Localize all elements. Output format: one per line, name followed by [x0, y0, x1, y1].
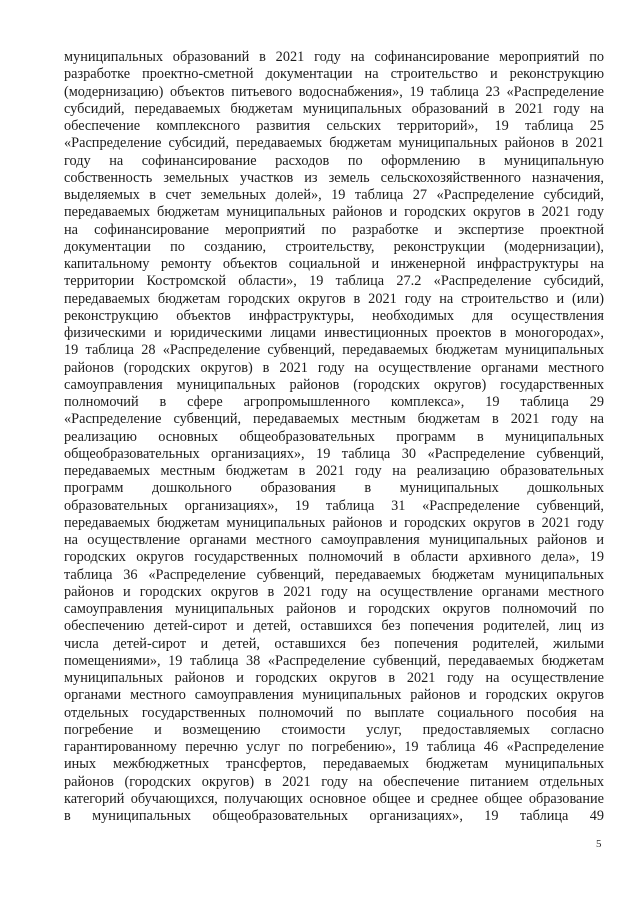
- text-line: самоуправления муниципальных районов (городских округов) государственных: [64, 376, 604, 393]
- body-text: [64, 49, 604, 825]
- text-line: муниципальных районов и городских округов в 2021 году на осуществление: [64, 670, 604, 686]
- text-line: разработке проектно-сметной документации на строительство и реконструкцию: [64, 66, 604, 83]
- text-line: на софинансирование мероприятий по разработке и экспертизе проектной: [64, 221, 604, 238]
- text-line: отдельных государственных полномочий по выплате социального пособия на: [64, 704, 604, 721]
- text-line: таблица 36 «Распределение субвенций, передаваемых бюджетам муниципальных: [64, 566, 604, 583]
- text-line: обеспечению детей-сирот и детей, оставшихся без попечения родителей, лиц из: [64, 618, 604, 635]
- text-line: собственность земельных участков из земель сельскохозяйственного назначения,: [64, 169, 604, 186]
- text-line: «Распределение субсидий, передаваемых бюджетам муниципальных районов в 2021: [64, 135, 604, 152]
- text-line: помещениями», 19 таблица 38 «Распределение субвенций, передаваемых бюджетам: [64, 652, 604, 669]
- text-line: образовательных организациях», 19 таблица 31 «Распределение субвенций,: [64, 497, 604, 514]
- text-line: «Распределение субвенций, передаваемых местным бюджетам в 2021 году на: [64, 411, 604, 428]
- text-line: территории Костромской области», 19 таблица 27.2 «Распределение субсидий,: [64, 273, 604, 290]
- text-line: самоуправления муниципальных районов и городских округов полномочий по: [64, 601, 604, 617]
- text-line: в муниципальных общеобразовательных организациях», 19 таблица 49: [64, 808, 604, 824]
- text-line: (модернизацию) объектов питьевого водоснабжения», 19 таблица 23 «Распределение: [64, 83, 604, 100]
- text-line: районов (городских округов) в 2021 году на обеспечение питанием отдельных: [64, 773, 604, 790]
- text-line: обеспечение комплексного развития сельских территорий», 19 таблица 25: [64, 118, 604, 134]
- text-line: передаваемых местным бюджетам в 2021 году на реализацию образовательных: [64, 463, 604, 479]
- text-line: выделяемых в счет земельных долей», 19 таблица 27 «Распределение субсидий,: [64, 187, 604, 203]
- text-line: погребение и возмещению стоимости услуг, предоставляемых согласно: [64, 721, 604, 738]
- text-line: гарантированному перечню услуг по погребению», 19 таблица 46 «Распределение: [64, 739, 604, 755]
- text-line: году на софинансирование расходов по оформлению в муниципальную: [64, 152, 604, 169]
- text-line: субсидий, передаваемых бюджетам муниципальных образований в 2021 году на: [64, 100, 604, 117]
- text-line: органами местного самоуправления муниципальных районов и городских округов: [64, 687, 604, 704]
- text-line: полномочий в сфере агропромышленного комплекса», 19 таблица 29: [64, 394, 604, 410]
- text-line: передаваемых бюджетам муниципальных районов и городских округов в 2021 году: [64, 514, 604, 531]
- text-line: реконструкцию объектов инфраструктуры, необходимых для осуществления: [64, 307, 604, 324]
- text-line: передаваемых бюджетам городских округов в 2021 году на строительство и (или): [64, 290, 604, 307]
- text-line: иных межбюджетных трансфертов, передаваемых бюджетам муниципальных: [64, 756, 604, 773]
- text-line: районов (городских округов) в 2021 году на осуществление органами местного: [64, 359, 604, 376]
- text-line: муниципальных образований в 2021 году на софинансирование мероприятий по: [64, 49, 604, 65]
- page-number: 5: [596, 838, 602, 850]
- text-line: на осуществление органами местного самоуправления муниципальных районов и: [64, 532, 604, 548]
- text-line: передаваемых бюджетам муниципальных районов и городских округов в 2021 году: [64, 204, 604, 221]
- text-line: 19 таблица 28 «Распределение субвенций, передаваемых бюджетам муниципальных: [64, 342, 604, 359]
- text-line: программ дошкольного образования в муниципальных дошкольных: [64, 480, 604, 497]
- text-line: капитальному ремонту объектов социальной и инженерной инфраструктуры на: [64, 256, 604, 272]
- text-line: документации по созданию, строительству, реконструкции (модернизации),: [64, 238, 604, 255]
- text-line: физическими и юридическими лицами инвестиционных проектов в моногородах»,: [64, 325, 604, 341]
- text-line: числа детей-сирот и детей, оставшихся без попечения родителей, жилыми: [64, 635, 604, 652]
- text-line: реализацию основных общеобразовательных программ в муниципальных: [64, 428, 604, 445]
- text-line: общеобразовательных организациях», 19 таблица 30 «Распределение субвенций,: [64, 445, 604, 462]
- text-line: категорий обучающихся, получающих основное общее и среднее общее образование: [64, 790, 604, 807]
- text-line: районов и городских округов в 2021 году на осуществление органами местного: [64, 583, 604, 600]
- text-line: городских округов государственных полномочий в области архивного дела», 19: [64, 549, 604, 566]
